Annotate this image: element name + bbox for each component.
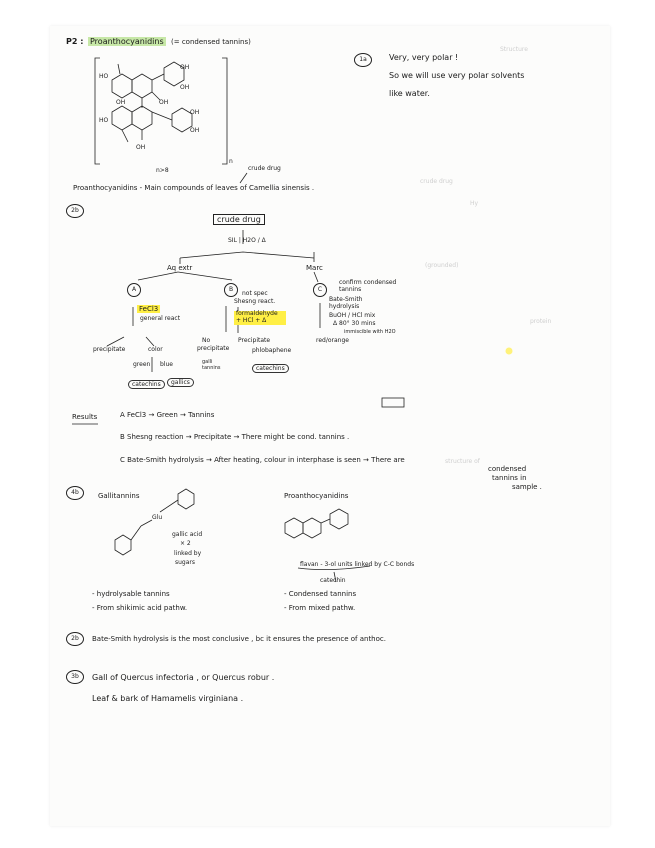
heat-label: Δ 80° 30 mins bbox=[333, 320, 376, 327]
sugars-label: sugars bbox=[175, 559, 196, 566]
section-3b-line1: Gall of Quercus infectoria , or Quercus robur . bbox=[92, 673, 275, 682]
struct-n-label: n bbox=[229, 158, 233, 165]
bucoh-label: BuOH / HCl mix bbox=[329, 312, 376, 319]
color-label: color bbox=[148, 346, 163, 353]
fecl3-label: FeCl3 bbox=[139, 305, 159, 313]
branch-c-badge: C bbox=[313, 283, 327, 297]
general-react-label: general react bbox=[140, 315, 181, 322]
precipitate-a: precipitate bbox=[93, 346, 126, 353]
struct-label: HO bbox=[99, 73, 109, 80]
page-subtitle: (= condensed tannins) bbox=[171, 38, 251, 46]
gallics-pill: gallics bbox=[167, 378, 194, 387]
struct-n-condition: n>8 bbox=[156, 167, 169, 174]
badge-3b: 3b bbox=[66, 670, 84, 684]
reagent-label: SIL | H2O / Δ bbox=[228, 237, 266, 244]
struct-label: OH bbox=[190, 109, 200, 116]
flavan-label: flavan - 3-ol units linked by C-C bonds bbox=[300, 561, 415, 568]
proantho-title: Proanthocyanidins bbox=[284, 492, 349, 500]
precipitate-b-no: precipitate bbox=[197, 345, 230, 352]
blue-label: blue bbox=[160, 361, 173, 368]
right-item-1: - Condensed tannins bbox=[284, 590, 357, 598]
redorange-label: red/orange bbox=[316, 337, 349, 344]
badge-2b: 2b bbox=[66, 204, 84, 218]
result-c: C Bate-Smith hydrolysis → After heating, colour in interphase is seen → There are bbox=[120, 456, 405, 464]
struct-label: OH bbox=[180, 64, 190, 71]
gallic-acid-label: gallic acid bbox=[172, 531, 203, 538]
immiscible-label: immiscible with H2O bbox=[344, 329, 396, 335]
not-spec-label: not spec bbox=[242, 290, 268, 297]
struct-label: OH bbox=[190, 127, 200, 134]
no-label: No bbox=[202, 337, 211, 344]
ghost-text: protein bbox=[530, 318, 552, 325]
result-c2: condensed bbox=[488, 465, 527, 473]
x2-label: × 2 bbox=[180, 540, 191, 547]
catechins-pill-b: catechins bbox=[252, 364, 289, 373]
gallitannins-title: Gallitannins bbox=[98, 492, 140, 500]
confirm-label: confirm condensed tannins bbox=[339, 279, 397, 293]
badge-1a: 1a bbox=[354, 53, 372, 67]
branch-a-badge: A bbox=[127, 283, 141, 297]
crude-drug-box: crude drug bbox=[213, 214, 265, 225]
left-item-1: - hydrolysable tannins bbox=[92, 590, 170, 598]
page-prefix: P2 : bbox=[66, 37, 84, 46]
phlobaphene-label: phlobaphene bbox=[252, 347, 292, 354]
struct-label: HO bbox=[99, 117, 109, 124]
badge-4b: 4b bbox=[66, 486, 84, 500]
struct-label: OH bbox=[180, 84, 190, 91]
right-item-2: - From mixed pathw. bbox=[284, 604, 356, 612]
results-label: Results bbox=[72, 413, 98, 421]
glu-label: Glu bbox=[152, 514, 163, 521]
note-1a-line2: So we will use very polar solvents bbox=[389, 71, 525, 80]
section-3b-line2: Leaf & bark of Hamamelis virginiana . bbox=[92, 694, 244, 703]
bate-smith-label: Bate-Smith hydrolysis bbox=[329, 296, 363, 310]
main-compounds-text: Proanthocyanidins - Main compounds of leaves of Camellia sinensis . bbox=[73, 184, 315, 192]
page-title: Proanthocyanidins bbox=[90, 37, 164, 46]
precipitate-b: Precipitate bbox=[238, 337, 271, 344]
marc-label: Marc bbox=[306, 264, 323, 272]
linked-label: linked by bbox=[174, 550, 202, 557]
ghost-text: Structure bbox=[500, 46, 528, 53]
note-1a-line3: like water. bbox=[389, 89, 430, 98]
left-item-2: - From shikimic acid pathw. bbox=[92, 604, 188, 612]
result-c3: tannins in bbox=[492, 474, 527, 482]
aq-extr-label: Aq extr bbox=[167, 264, 193, 272]
formaldehyde-label: formaldehyde + HCl + Δ bbox=[234, 311, 286, 325]
note-1a-line1: Very, very polar ! bbox=[389, 53, 459, 62]
ghost-text: (grounded) bbox=[425, 262, 459, 269]
result-b: B Shesng reaction → Precipitate → There might be cond. tannins . bbox=[120, 433, 350, 441]
ghost-text: structure of bbox=[445, 458, 480, 465]
section-2b-text: Bate-Smith hydrolysis is the most conclusive , bc it ensures the presence of anthoc. bbox=[92, 635, 386, 643]
gallitannins-small: galli tannins bbox=[202, 359, 221, 371]
shesng-label: Shesng react. bbox=[234, 298, 276, 305]
catechins-pill-a: catechins bbox=[128, 380, 165, 389]
badge-2b-second: 2b bbox=[66, 632, 84, 646]
ghost-text: crude drug bbox=[420, 178, 453, 185]
struct-label: OH bbox=[159, 99, 169, 106]
catechin-label: catechin bbox=[320, 577, 346, 584]
crude-note: crude drug bbox=[248, 165, 281, 172]
result-c4: sample . bbox=[512, 483, 542, 491]
ghost-text: Hy bbox=[470, 200, 479, 207]
struct-label: OH bbox=[116, 99, 126, 106]
green-label: green bbox=[133, 361, 151, 368]
result-a: A FeCl3 → Green → Tannins bbox=[120, 411, 215, 419]
branch-b-badge: B bbox=[224, 283, 238, 297]
struct-label: OH bbox=[136, 144, 146, 151]
